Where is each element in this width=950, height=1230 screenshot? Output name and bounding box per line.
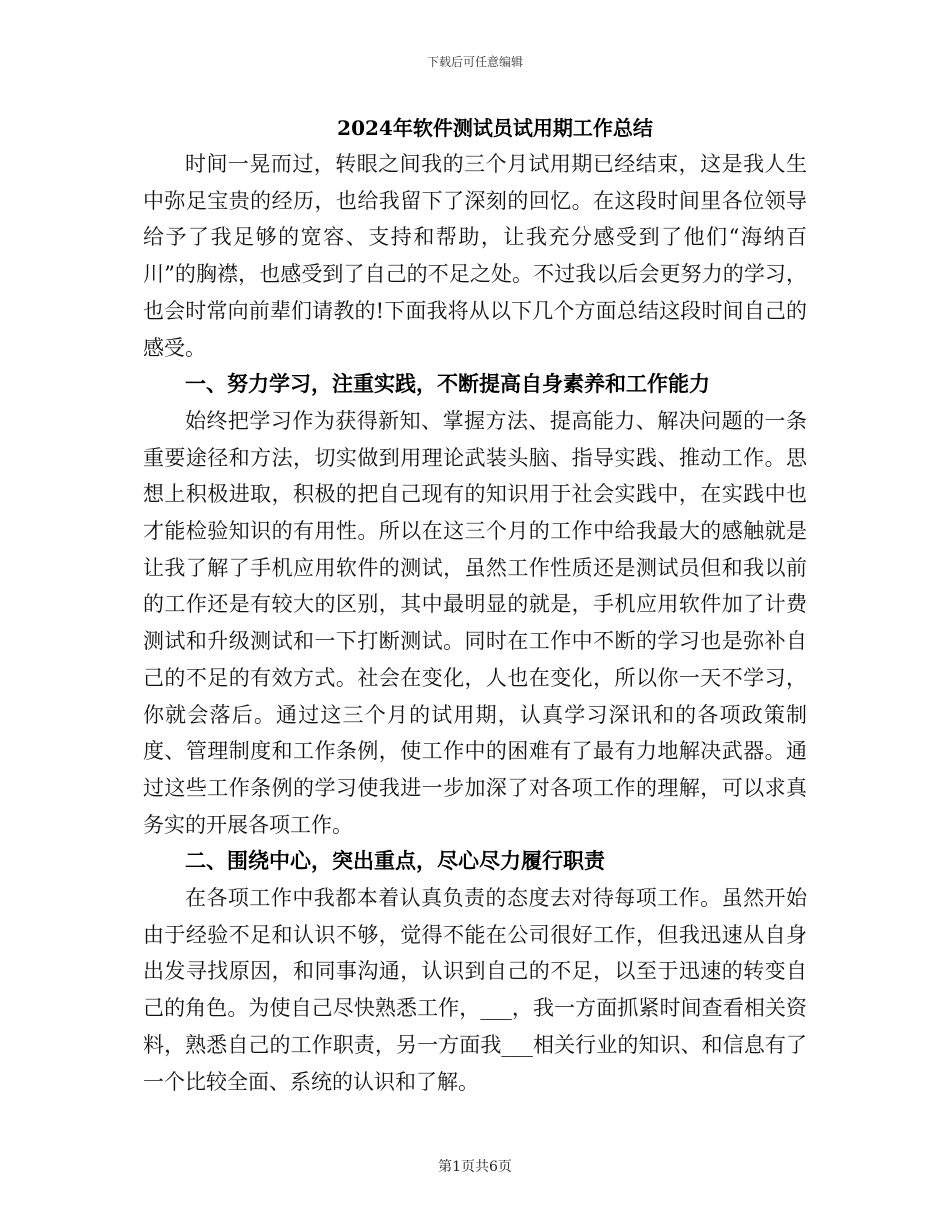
page-number: 第1页共6页 — [438, 1159, 512, 1175]
section-heading-2: 二、围绕中心，突出重点，尽心尽力履行职责 — [185, 848, 605, 874]
paragraph-section-2: 在各项工作中我都本着认真负责的态度去对待每项工作。虽然开始由于经验不足和认识不够，觉得不能在公司很好工作，但我迅速从自身出发寻找原因，和同事沟通，认识到自己的不足，以至于迅速的转变自己的角色。为使自己尽快熟悉工作，___，我一方面抓紧时间查看相关资料，熟悉自己的工作职责，另一方面我___相关行业的知识、和信息有了一个比较全面、系统的认识和了解。 — [143, 886, 807, 1094]
document-title: 2024年软件测试员试用期工作总结 — [337, 116, 653, 140]
paragraph-intro: 时间一晃而过，转眼之间我的三个月试用期已经结束，这是我人生中弥足宝贵的经历，也给我留下了深刻的回忆。在这段时间里各位领导给予了我足够的宽容、支持和帮助，让我充分感受到了他们“海纳百川”的胸襟，也感受到了自己的不足之处。不过我以后会更努力的学习，也会时常向前辈们请教的!下面我将从以下几个方面总结这段时间自己的感受。 — [143, 152, 807, 360]
section-heading-1: 一、努力学习，注重实践，不断提高自身素养和工作能力 — [185, 371, 710, 397]
header-note: 下载后可任意编辑 — [426, 55, 523, 69]
document-body — [143, 146, 807, 1100]
paragraph-section-1: 始终把学习作为获得新知、掌握方法、提高能力、解决问题的一条重要途径和方法，切实做到用理论武装头脑、指导实践、推动工作。思想上积极进取，积极的把自己现有的知识用于社会实践中，在实践中也才能检验知识的有用性。所以在这三个月的工作中给我最大的感触就是让我了解了手机应用软件的测试，虽然工作性质还是测试员但和我以前的工作还是有较大的区别，其中最明显的就是，手机应用软件加了计费测试和升级测试和一下打断测试。同时在工作中不断的学习也是弥补自己的不足的有效方式。社会在变化，人也在变化，所以你一天不学习，你就会落后。通过这三个月的试用期，认真学习深讯和的各项政策制度、管理制度和工作条例，使工作中的困难有了最有力地解决武器。通过这些工作条例的学习使我进一步加深了对各项工作的理解，可以求真务实的开展各项工作。 — [143, 408, 807, 837]
